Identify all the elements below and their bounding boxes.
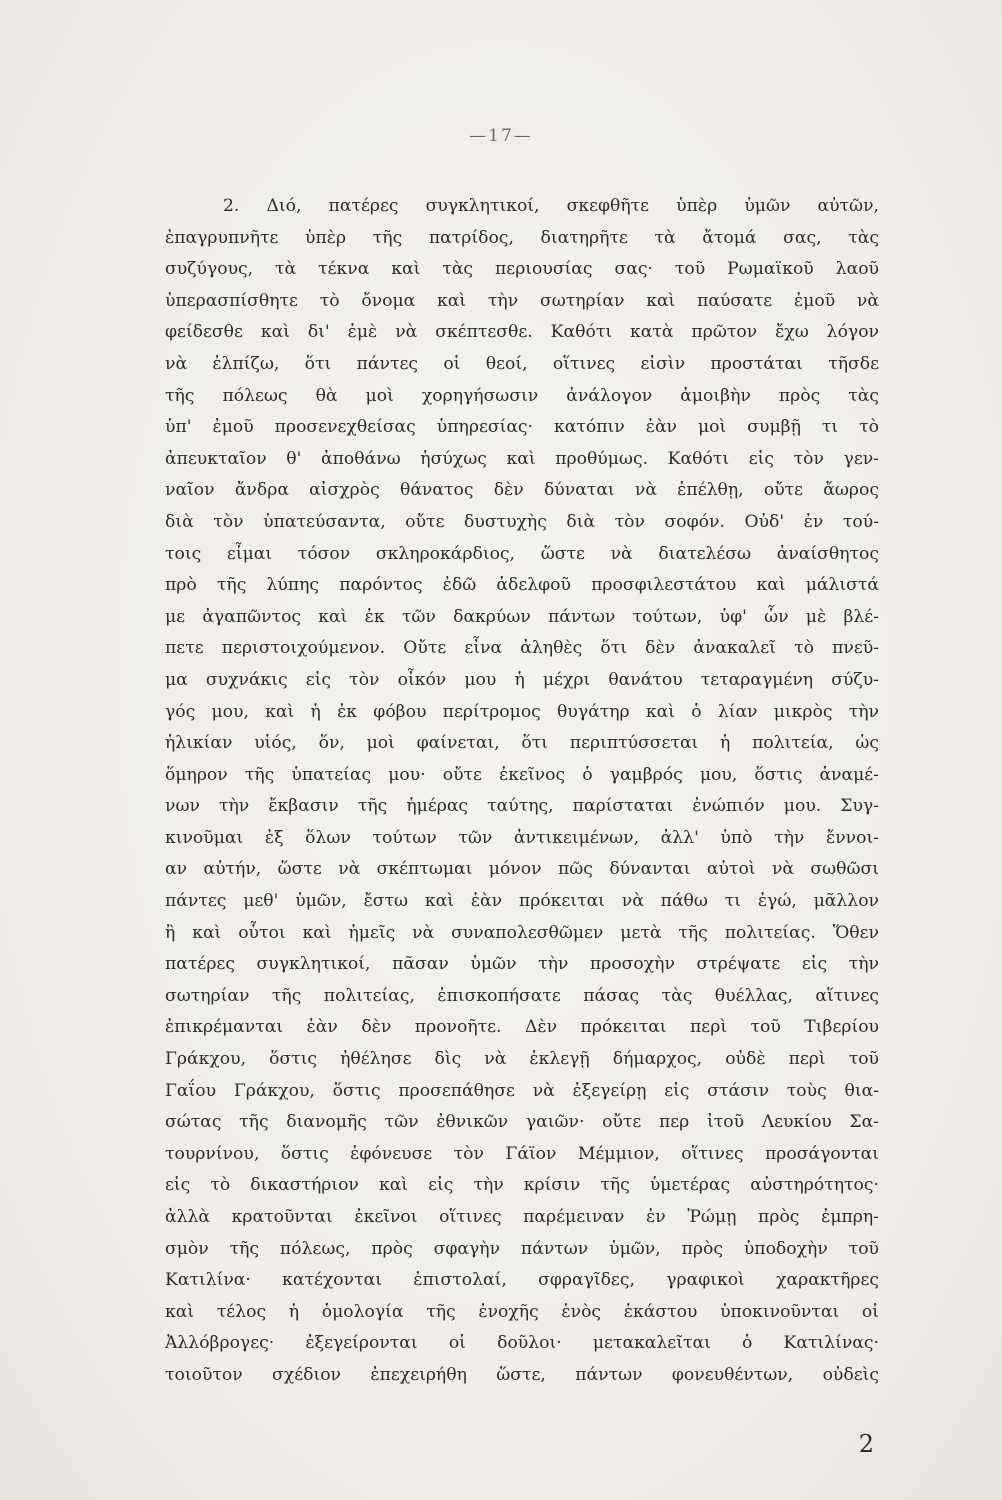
page-number-header: —17— bbox=[469, 126, 533, 146]
text-line: ὅμηρον τῆς ὑπατείας μου· οὔτε ἐκεῖνος ὁ γαμβρός μου, ὅστις ἀναμέ- bbox=[165, 764, 879, 785]
text-line: τουρνίνου, ὅστις ἐφόνευσε τὸν Γάϊον Μέμμιον, οἵτινες προσάγονται bbox=[165, 1143, 879, 1164]
text-line: νων τὴν ἔκβασιν τῆς ἡμέρας ταύτης, παρίσταται ἐνώπιόν μου. Συγ- bbox=[165, 796, 879, 817]
text-line: 2. Διό, πατέρες συγκλητικοί, σκεφθῆτε ὑπὲρ ὑμῶν αὐτῶν, bbox=[223, 196, 879, 216]
text-line: εἰς τὸ δικαστήριον καὶ εἰς τὴν κρίσιν τῆς ὑμετέρας αὐστηρότητος· bbox=[165, 1175, 879, 1196]
text-line: πρὸ τῆς λύπης παρόντος ἐδῶ ἀδελφοῦ προσφιλεστάτου καὶ μάλιστά bbox=[165, 575, 879, 596]
text-line: Γαΐου Γράκχου, ὅστις προσεπάθησε νὰ ἐξεγείρῃ εἰς στάσιν τοὺς θια- bbox=[165, 1080, 879, 1101]
text-line: κινοῦμαι ἐξ ὅλων τούτων τῶν ἀντικειμένων, ἀλλ' ὑπὸ τὴν ἔννοι- bbox=[165, 827, 879, 848]
text-line: πετε περιστοιχούμενον. Οὔτε εἶνα ἀληθὲς ὅτι δὲν ἀνακαλεῖ τὸ πνεῦ- bbox=[165, 638, 879, 659]
text-line: ἀπευκταῖον θ' ἀποθάνω ἡσύχως καὶ προθύμως. Καθότι εἰς τὸν γεν- bbox=[165, 448, 879, 469]
text-line: ἡλικίαν υἱός, ὅν, μοὶ φαίνεται, ὅτι περιπτύσσεται ἡ πολιτεία, ὡς bbox=[165, 733, 879, 754]
text-line: Ἀλλόβρογες· ἐξεγείρονται οἱ δοῦλοι· μετακαλεῖται ὁ Κατιλίνας· bbox=[165, 1333, 879, 1354]
text-line: συζύγους, τὰ τέκνα καὶ τὰς περιουσίας σας· τοῦ Ρωμαϊκοῦ λαοῦ bbox=[165, 259, 879, 280]
text-line: αν αὐτήν, ὥστε νὰ σκέπτωμαι μόνον πῶς δύνανται αὐτοὶ νὰ σωθῶσι bbox=[165, 859, 879, 880]
text-line: μα συχνάκις εἰς τὸν οἶκόν μου ἡ μέχρι θανάτου τεταραγμένη σύζυ- bbox=[165, 669, 879, 690]
text-line: Κατιλίνα· κατέχονται ἐπιστολαί, σφραγῖδες, γραφικοὶ χαρακτῆρες bbox=[165, 1270, 879, 1291]
text-line: ὑπερασπίσθητε τὸ ὄνομα καὶ τὴν σωτηρίαν καὶ παύσατε ἐμοῦ νὰ bbox=[165, 290, 879, 311]
text-line: σμὸν τῆς πόλεως, πρὸς σφαγὴν πάντων ὑμῶν, πρὸς ὑποδοχὴν τοῦ bbox=[165, 1238, 879, 1259]
text-line: ἐπαγρυπνῆτε ὑπὲρ τῆς πατρίδος, διατηρῆτε τὰ ἄτομά σας, τὰς bbox=[165, 227, 879, 248]
text-line: νὰ ἐλπίζω, ὅτι πάντες οἱ θεοί, οἵτινες εἰσὶν προστάται τῆσδε bbox=[165, 353, 879, 374]
text-line: σωτηρίαν τῆς πολιτείας, ἐπισκοπήσατε πάσας τὰς θυέλλας, αἵτινες bbox=[165, 985, 879, 1006]
text-line: διὰ τὸν ὑπατεύσαντα, οὔτε δυστυχὴς διὰ τὸν σοφόν. Οὐδ' ἐν τού- bbox=[165, 511, 879, 532]
text-line: τοιοῦτον σχέδιον ἐπεχειρήθη ὥστε, πάντων φονευθέντων, οὐδεὶς bbox=[165, 1364, 879, 1385]
text-line: φείδεσθε καὶ δι' ἐμὲ νὰ σκέπτεσθε. Καθότι κατὰ πρῶτον ἔχω λόγον bbox=[165, 322, 879, 343]
text-line: γός μου, καὶ ἡ ἐκ φόβου περίτρομος θυγάτηρ καὶ ὁ λίαν μικρὸς τὴν bbox=[165, 701, 879, 722]
text-line: πατέρες συγκλητικοί, πᾶσαν ὑμῶν τὴν προσοχὴν στρέψατε εἰς τὴν bbox=[165, 954, 879, 975]
text-line: τοις εἶμαι τόσον σκληροκάρδιος, ὥστε νὰ διατελέσω ἀναίσθητος bbox=[165, 543, 879, 564]
text-line: ναῖον ἄνδρα αἰσχρὸς θάνατος δὲν δύναται νὰ ἐπέλθῃ, οὔτε ἄωρος bbox=[165, 480, 879, 501]
text-line: ἐπικρέμανται ἐὰν δὲν προνοῆτε. Δὲν πρόκειται περὶ τοῦ Τιβερίου bbox=[165, 1017, 879, 1038]
signature-mark: 2 bbox=[858, 1430, 874, 1458]
text-line: ἀλλὰ κρατοῦνται ἐκεῖνοι οἵτινες παρέμειναν ἐν Ῥώμῃ πρὸς ἐμπρη- bbox=[165, 1207, 879, 1227]
text-line: Γράκχου, ὅστις ἠθέλησε δὶς νὰ ἐκλεγῇ δήμαρχος, οὐδὲ περὶ τοῦ bbox=[165, 1049, 879, 1070]
text-line: σώτας τῆς διανομῆς τῶν ἐθνικῶν γαιῶν· οὔτε περ ἰτοῦ Λευκίου Σα- bbox=[165, 1112, 879, 1133]
text-line: ἢ καὶ οὗτοι καὶ ἡμεῖς νὰ συναπολεσθῶμεν μετὰ τῆς πολιτείας. Ὅθεν bbox=[165, 922, 879, 943]
text-line: πάντες μεθ' ὑμῶν, ἔστω καὶ ἐὰν πρόκειται νὰ πάθω τι ἐγώ, μᾶλλον bbox=[165, 891, 879, 912]
text-line: τῆς πόλεως θὰ μοὶ χορηγήσωσιν ἀνάλογον ἀμοιβὴν πρὸς τὰς bbox=[165, 385, 879, 406]
body-text bbox=[165, 191, 879, 1392]
text-line: ὑπ' ἐμοῦ προσενεχθείσας ὑπηρεσίας· κατόπιν ἐὰν μοὶ συμβῇ τι τὸ bbox=[165, 417, 879, 438]
text-line: με ἀγαπῶντος καὶ ἐκ τῶν δακρύων πάντων τούτων, ὑφ' ὧν μὲ βλέ- bbox=[165, 606, 879, 627]
text-line: καὶ τέλος ἡ ὁμολογία τῆς ἐνοχῆς ἑνὸς ἑκάστου ὑποκινοῦνται οἱ bbox=[165, 1301, 879, 1322]
